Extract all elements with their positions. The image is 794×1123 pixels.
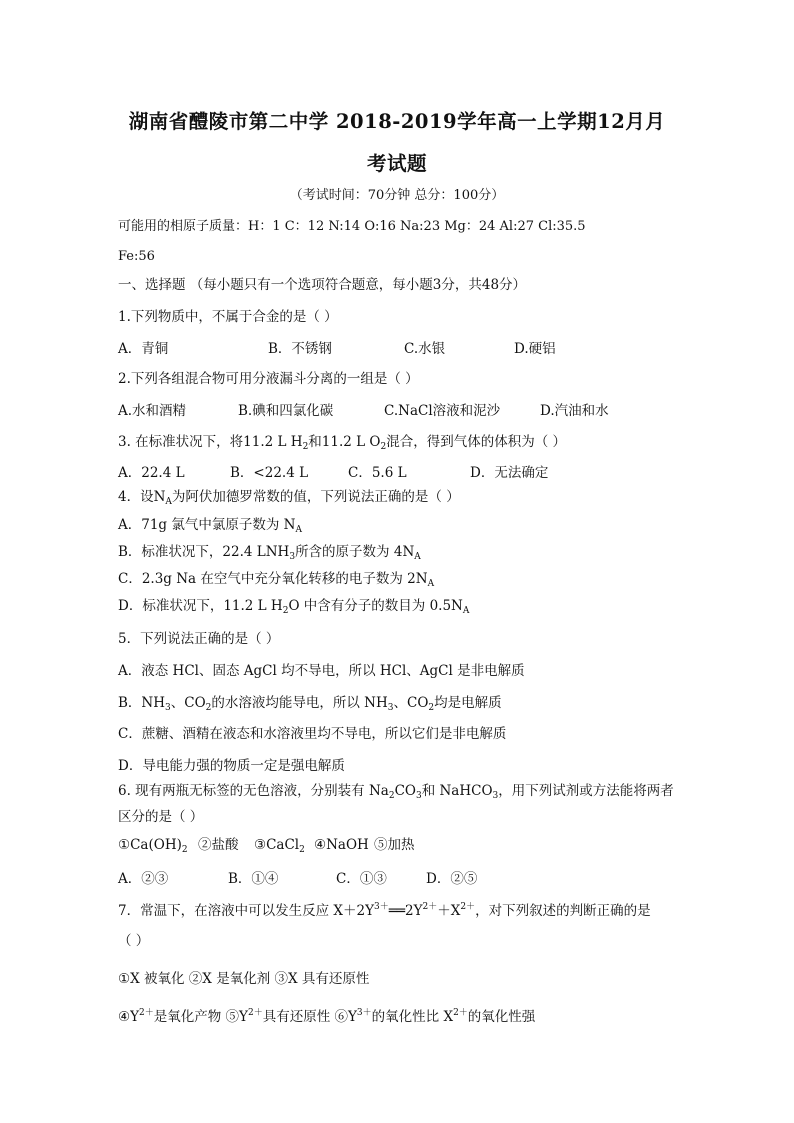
exam-info: （考试时间：70分钟 总分：100分） [289, 188, 505, 203]
question-4-option-a: A．71g 氯气中氯原子数为 $N_A$ [118, 517, 302, 535]
reagent-5: ⑤加热 [374, 837, 415, 853]
question-5-option-d: D．导电能力强的物质一定是强电解质 [118, 758, 345, 774]
question-6-stem: 6. 现有两瓶无标签的无色溶液，分别装有 $Na_2CO_3$和 NaHCO$_3$，用下列试剂或方法能将两者 [118, 783, 674, 801]
page-title-line2: 考试题 [366, 152, 427, 175]
question-2-option-c: C.NaCl溶液和泥沙 [384, 403, 501, 419]
question-2-stem: 2.下列各组混合物可用分液漏斗分离的一组是（ ） [118, 371, 419, 387]
question-5-option-c: C．蔗糖、酒精在液态和水溶液里均不导电，所以它们是非电解质 [118, 726, 507, 742]
page-title-line1: 湖南省醴陵市第二中学 2018-2019学年高一上学期12月月 [128, 110, 666, 133]
question-7-stem: 7．常温下，在溶液中可以发生反应 $X+2Y^{3+}══2Y^{2+}+X^{2+}$，对下列叙述的判断正确的是 [118, 902, 651, 919]
question-4-option-d: D．标准状况下，11.2 L $H_2O$ 中含有分子的数目为 $0.5N_A$ [118, 598, 470, 616]
question-1-option-d: D.硬铝 [514, 341, 556, 357]
reagent-1: $①Ca(OH)_2$ [118, 837, 188, 855]
question-6-option-c: C．①③ [336, 871, 387, 887]
question-5-option-b: B．$NH_3$、$CO_2$的水溶液均能导电，所以 $NH_3$、$CO_2$均是电解质 [118, 695, 502, 713]
atomic-mass-line1: 可能用的相原子质量：H：1 C：12 N:14 O:16 Na:23 Mg：24 Al:27 Cl:35.5 [118, 219, 586, 234]
section-heading: 一、选择题 （每小题只有一个选项符合题意，每小题3分，共48分） [118, 277, 527, 293]
question-3-options [118, 464, 698, 482]
question-3-option-d: D．无法确定 [470, 465, 549, 481]
question-2-options [118, 402, 698, 420]
question-1-option-b: B．不锈钢 [268, 341, 332, 357]
question-7-statements-row1: ①X 被氧化 ②X 是氧化剂 ③X 具有还原性 [118, 971, 370, 987]
question-6-stem-cont: 区分的是（ ） [118, 809, 204, 825]
question-6-option-b: B．①④ [228, 871, 279, 887]
question-2-option-a: A.水和酒精 [118, 403, 187, 419]
question-1-option-a: A．青铜 [118, 341, 169, 357]
atomic-mass-line2: Fe:56 [118, 249, 155, 264]
question-6-option-a: A．②③ [118, 871, 169, 887]
question-7-stem-cont: （ ） [118, 933, 150, 949]
question-2-option-d: D.汽油和水 [540, 403, 609, 419]
question-5-option-a: A．液态 HCl、固态 AgCl 均不导电，所以 HCl、AgCl 是非电解质 [118, 663, 525, 679]
question-4-option-c: C．2.3g Na 在空气中充分氧化转移的电子数为 $2N_A$ [118, 571, 435, 589]
question-3-option-c: C．5.6 L [348, 465, 407, 481]
question-2-option-b: B.碘和四氯化碳 [238, 403, 334, 419]
question-6-reagents [118, 836, 518, 854]
question-1-option-c: C.水银 [404, 341, 446, 357]
reagent-3: ③CaCl$_2$ [254, 837, 305, 855]
question-4-option-b: B．标准状况下，22.4 $LNH_3$所含的原子数为 $4N_A$ [118, 544, 421, 562]
question-3-option-a: A．22.4 L [118, 465, 185, 481]
question-4-stem: 4．设$N_A$为阿伏加德罗常数的值，下列说法正确的是（ ） [118, 489, 460, 507]
question-1-stem: 1.下列物质中，不属于合金的是（ ） [118, 309, 338, 325]
question-5-stem: 5．下列说法正确的是（ ） [118, 631, 280, 647]
question-6-option-d: D．②⑤ [426, 871, 478, 887]
reagent-2: ②盐酸 [198, 837, 239, 853]
reagent-4: ④NaOH [314, 837, 369, 853]
question-3-option-b: B．<22.4 L [230, 465, 309, 481]
question-6-options [118, 870, 618, 888]
question-3-stem: 3. 在标准状况下，将11.2 L $H_2$和11.2 L $O_2$混合，得到气体的体积为（ ） [118, 434, 567, 452]
question-1-options [118, 340, 698, 358]
question-7-statements-row2: $④Y^{2+}$是氧化产物 $⑤Y^{2+}$具有还原性 $⑥Y^{3+}$的氧化性比 $X^{2+}$的氧化性强 [118, 1008, 536, 1025]
